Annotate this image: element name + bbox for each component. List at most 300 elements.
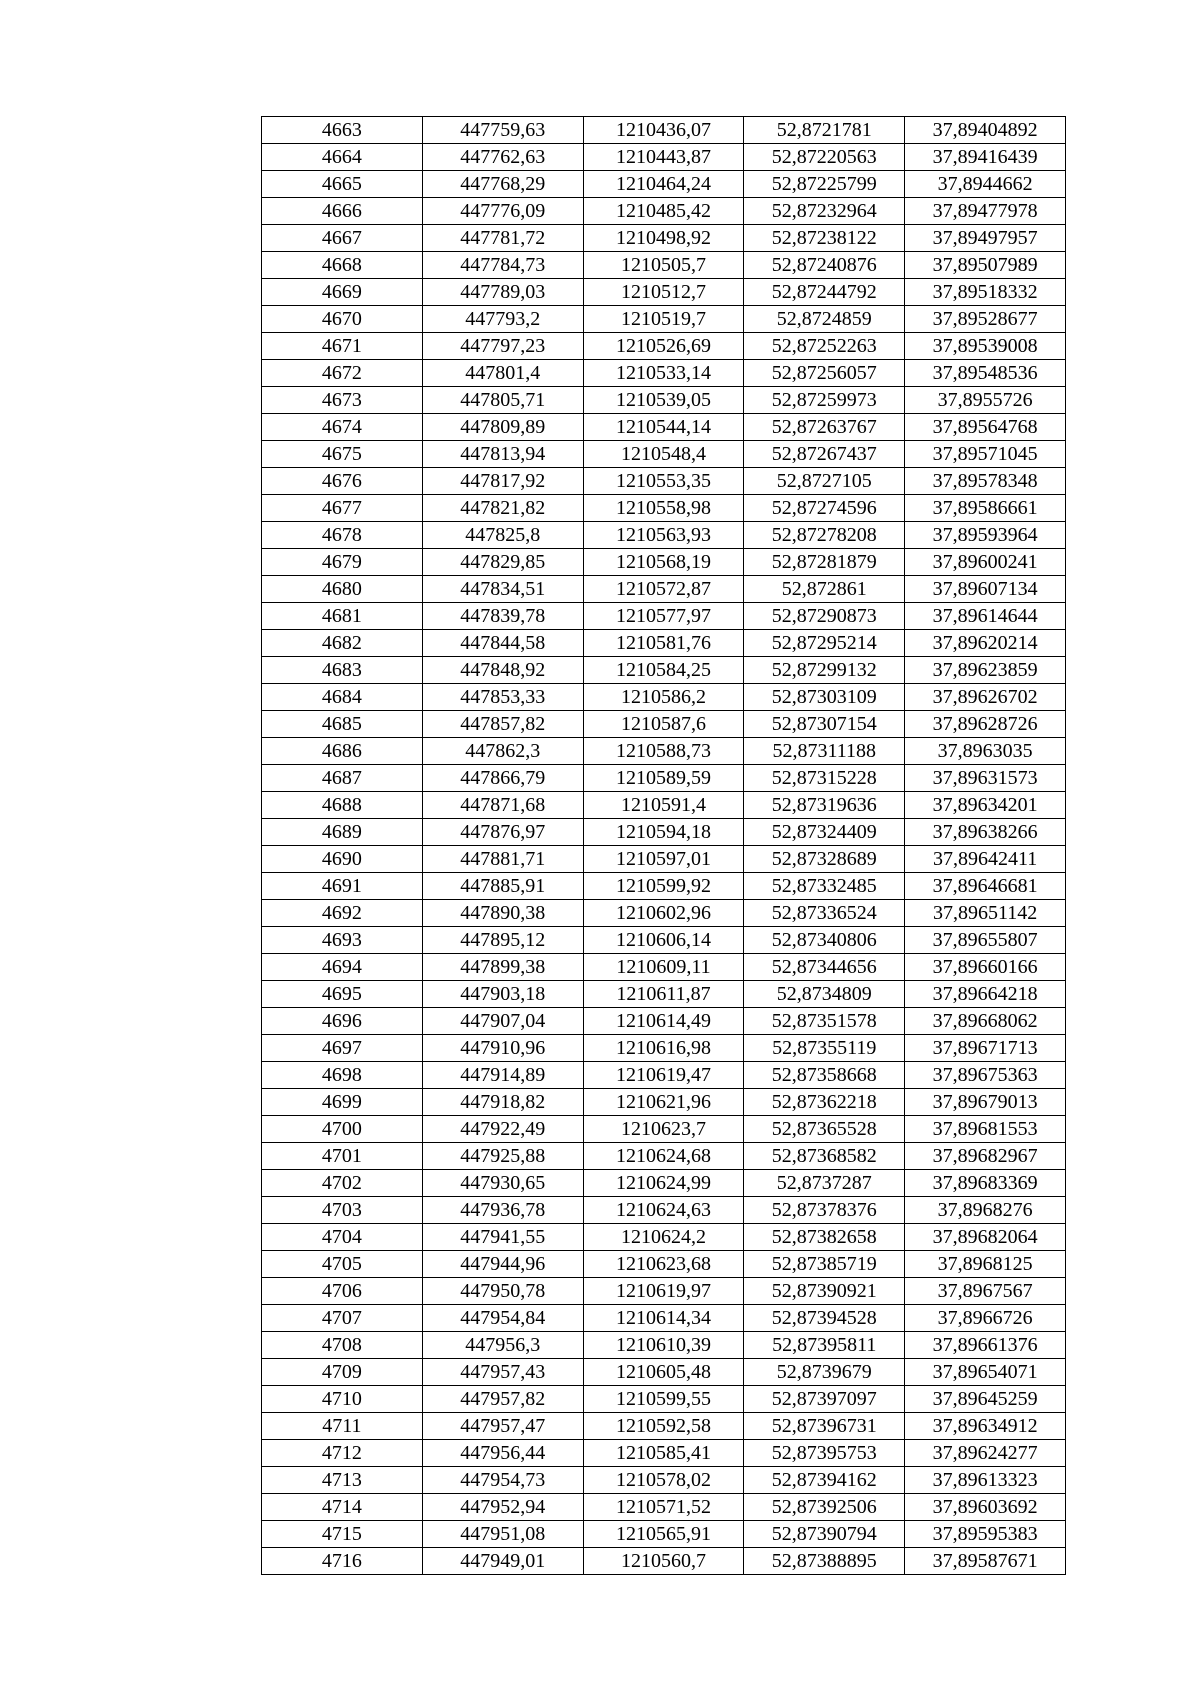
table-row [262,1197,1066,1224]
y-coordinate-cell: 1210623,7 [583,1116,744,1143]
latitude-cell: 52,87274596 [744,495,905,522]
longitude-cell: 37,89671713 [905,1035,1066,1062]
latitude-cell: 52,87307154 [744,711,905,738]
x-coordinate-cell: 447759,63 [422,117,583,144]
latitude-cell: 52,87278208 [744,522,905,549]
y-coordinate-cell: 1210571,52 [583,1494,744,1521]
point-number-cell: 4716 [262,1548,423,1575]
longitude-cell: 37,89404892 [905,117,1066,144]
point-number-cell: 4680 [262,576,423,603]
point-number-cell: 4682 [262,630,423,657]
table-row [262,603,1066,630]
y-coordinate-cell: 1210624,68 [583,1143,744,1170]
longitude-cell: 37,89548536 [905,360,1066,387]
y-coordinate-cell: 1210606,14 [583,927,744,954]
latitude-cell: 52,87252263 [744,333,905,360]
x-coordinate-cell: 447922,49 [422,1116,583,1143]
latitude-cell: 52,87311188 [744,738,905,765]
longitude-cell: 37,89634912 [905,1413,1066,1440]
y-coordinate-cell: 1210565,91 [583,1521,744,1548]
table-row [262,819,1066,846]
point-number-cell: 4667 [262,225,423,252]
longitude-cell: 37,89595383 [905,1521,1066,1548]
latitude-cell: 52,87281879 [744,549,905,576]
x-coordinate-cell: 447895,12 [422,927,583,954]
x-coordinate-cell: 447899,38 [422,954,583,981]
longitude-cell: 37,8963035 [905,738,1066,765]
x-coordinate-cell: 447941,55 [422,1224,583,1251]
table-row [262,1062,1066,1089]
longitude-cell: 37,89578348 [905,468,1066,495]
longitude-cell: 37,89600241 [905,549,1066,576]
y-coordinate-cell: 1210572,87 [583,576,744,603]
latitude-cell: 52,87362218 [744,1089,905,1116]
longitude-cell: 37,89614644 [905,603,1066,630]
table-row [262,549,1066,576]
latitude-cell: 52,872861 [744,576,905,603]
table-row [262,846,1066,873]
table-row [262,225,1066,252]
latitude-cell: 52,87365528 [744,1116,905,1143]
table-row [262,1548,1066,1575]
point-number-cell: 4670 [262,306,423,333]
table-row [262,738,1066,765]
latitude-cell: 52,87390921 [744,1278,905,1305]
x-coordinate-cell: 447853,33 [422,684,583,711]
table-row [262,1035,1066,1062]
longitude-cell: 37,89624277 [905,1440,1066,1467]
longitude-cell: 37,8966726 [905,1305,1066,1332]
longitude-cell: 37,89628726 [905,711,1066,738]
y-coordinate-cell: 1210610,39 [583,1332,744,1359]
point-number-cell: 4712 [262,1440,423,1467]
latitude-cell: 52,87290873 [744,603,905,630]
latitude-cell: 52,87394528 [744,1305,905,1332]
table-row [262,792,1066,819]
point-number-cell: 4703 [262,1197,423,1224]
latitude-cell: 52,87303109 [744,684,905,711]
longitude-cell: 37,89660166 [905,954,1066,981]
latitude-cell: 52,8721781 [744,117,905,144]
y-coordinate-cell: 1210585,41 [583,1440,744,1467]
x-coordinate-cell: 447866,79 [422,765,583,792]
longitude-cell: 37,89507989 [905,252,1066,279]
longitude-cell: 37,8968276 [905,1197,1066,1224]
table-row [262,333,1066,360]
point-number-cell: 4687 [262,765,423,792]
y-coordinate-cell: 1210548,4 [583,441,744,468]
table-row [262,576,1066,603]
y-coordinate-cell: 1210589,59 [583,765,744,792]
point-number-cell: 4664 [262,144,423,171]
x-coordinate-cell: 447813,94 [422,441,583,468]
latitude-cell: 52,87382658 [744,1224,905,1251]
latitude-cell: 52,8739679 [744,1359,905,1386]
x-coordinate-cell: 447950,78 [422,1278,583,1305]
latitude-cell: 52,87395811 [744,1332,905,1359]
point-number-cell: 4700 [262,1116,423,1143]
point-number-cell: 4676 [262,468,423,495]
x-coordinate-cell: 447951,08 [422,1521,583,1548]
table-row [262,1332,1066,1359]
y-coordinate-cell: 1210619,47 [583,1062,744,1089]
latitude-cell: 52,87263767 [744,414,905,441]
latitude-cell: 52,87388895 [744,1548,905,1575]
y-coordinate-cell: 1210599,55 [583,1386,744,1413]
table-row [262,1440,1066,1467]
longitude-cell: 37,89416439 [905,144,1066,171]
latitude-cell: 52,87256057 [744,360,905,387]
table-row [262,117,1066,144]
longitude-cell: 37,89477978 [905,198,1066,225]
y-coordinate-cell: 1210519,7 [583,306,744,333]
longitude-cell: 37,8967567 [905,1278,1066,1305]
longitude-cell: 37,89620214 [905,630,1066,657]
x-coordinate-cell: 447957,82 [422,1386,583,1413]
x-coordinate-cell: 447957,43 [422,1359,583,1386]
y-coordinate-cell: 1210609,11 [583,954,744,981]
y-coordinate-cell: 1210624,2 [583,1224,744,1251]
y-coordinate-cell: 1210614,49 [583,1008,744,1035]
longitude-cell: 37,89571045 [905,441,1066,468]
latitude-cell: 52,87385719 [744,1251,905,1278]
longitude-cell: 37,89564768 [905,414,1066,441]
point-number-cell: 4694 [262,954,423,981]
latitude-cell: 52,87328689 [744,846,905,873]
point-number-cell: 4678 [262,522,423,549]
table-row [262,144,1066,171]
y-coordinate-cell: 1210623,68 [583,1251,744,1278]
y-coordinate-cell: 1210587,6 [583,711,744,738]
table-row [262,387,1066,414]
point-number-cell: 4679 [262,549,423,576]
longitude-cell: 37,89613323 [905,1467,1066,1494]
x-coordinate-cell: 447903,18 [422,981,583,1008]
table-row [262,1251,1066,1278]
point-number-cell: 4672 [262,360,423,387]
table-row [262,441,1066,468]
x-coordinate-cell: 447918,82 [422,1089,583,1116]
longitude-cell: 37,89634201 [905,792,1066,819]
table-row [262,495,1066,522]
table-row [262,522,1066,549]
x-coordinate-cell: 447862,3 [422,738,583,765]
point-number-cell: 4714 [262,1494,423,1521]
y-coordinate-cell: 1210539,05 [583,387,744,414]
point-number-cell: 4707 [262,1305,423,1332]
x-coordinate-cell: 447907,04 [422,1008,583,1035]
x-coordinate-cell: 447885,91 [422,873,583,900]
point-number-cell: 4666 [262,198,423,225]
table-row [262,414,1066,441]
coordinates-table-body [262,117,1066,1575]
point-number-cell: 4690 [262,846,423,873]
x-coordinate-cell: 447829,85 [422,549,583,576]
y-coordinate-cell: 1210594,18 [583,819,744,846]
x-coordinate-cell: 447848,92 [422,657,583,684]
longitude-cell: 37,89655807 [905,927,1066,954]
longitude-cell: 37,89682064 [905,1224,1066,1251]
y-coordinate-cell: 1210586,2 [583,684,744,711]
y-coordinate-cell: 1210485,42 [583,198,744,225]
point-number-cell: 4701 [262,1143,423,1170]
table-row [262,279,1066,306]
x-coordinate-cell: 447789,03 [422,279,583,306]
x-coordinate-cell: 447801,4 [422,360,583,387]
table-row [262,1386,1066,1413]
y-coordinate-cell: 1210624,63 [583,1197,744,1224]
y-coordinate-cell: 1210599,92 [583,873,744,900]
x-coordinate-cell: 447952,94 [422,1494,583,1521]
table-row [262,900,1066,927]
point-number-cell: 4673 [262,387,423,414]
x-coordinate-cell: 447768,29 [422,171,583,198]
x-coordinate-cell: 447825,8 [422,522,583,549]
latitude-cell: 52,87351578 [744,1008,905,1035]
y-coordinate-cell: 1210611,87 [583,981,744,1008]
y-coordinate-cell: 1210621,96 [583,1089,744,1116]
y-coordinate-cell: 1210619,97 [583,1278,744,1305]
x-coordinate-cell: 447784,73 [422,252,583,279]
point-number-cell: 4663 [262,117,423,144]
latitude-cell: 52,87396731 [744,1413,905,1440]
y-coordinate-cell: 1210568,19 [583,549,744,576]
table-row [262,630,1066,657]
x-coordinate-cell: 447797,23 [422,333,583,360]
longitude-cell: 37,89497957 [905,225,1066,252]
latitude-cell: 52,87336524 [744,900,905,927]
latitude-cell: 52,8734809 [744,981,905,1008]
y-coordinate-cell: 1210443,87 [583,144,744,171]
x-coordinate-cell: 447936,78 [422,1197,583,1224]
table-row [262,306,1066,333]
y-coordinate-cell: 1210602,96 [583,900,744,927]
table-row [262,1413,1066,1440]
x-coordinate-cell: 447956,3 [422,1332,583,1359]
x-coordinate-cell: 447930,65 [422,1170,583,1197]
y-coordinate-cell: 1210512,7 [583,279,744,306]
y-coordinate-cell: 1210591,4 [583,792,744,819]
longitude-cell: 37,8955726 [905,387,1066,414]
longitude-cell: 37,89518332 [905,279,1066,306]
table-row [262,1278,1066,1305]
latitude-cell: 52,8737287 [744,1170,905,1197]
point-number-cell: 4668 [262,252,423,279]
x-coordinate-cell: 447821,82 [422,495,583,522]
latitude-cell: 52,87394162 [744,1467,905,1494]
latitude-cell: 52,87232964 [744,198,905,225]
y-coordinate-cell: 1210436,07 [583,117,744,144]
latitude-cell: 52,87240876 [744,252,905,279]
table-row [262,1143,1066,1170]
y-coordinate-cell: 1210578,02 [583,1467,744,1494]
point-number-cell: 4706 [262,1278,423,1305]
point-number-cell: 4713 [262,1467,423,1494]
point-number-cell: 4699 [262,1089,423,1116]
latitude-cell: 52,87324409 [744,819,905,846]
table-row [262,1521,1066,1548]
latitude-cell: 52,87344656 [744,954,905,981]
longitude-cell: 37,89651142 [905,900,1066,927]
longitude-cell: 37,89654071 [905,1359,1066,1386]
table-row [262,765,1066,792]
x-coordinate-cell: 447910,96 [422,1035,583,1062]
x-coordinate-cell: 447839,78 [422,603,583,630]
longitude-cell: 37,89645259 [905,1386,1066,1413]
table-row [262,198,1066,225]
latitude-cell: 52,8724859 [744,306,905,333]
latitude-cell: 52,87259973 [744,387,905,414]
latitude-cell: 52,87295214 [744,630,905,657]
point-number-cell: 4681 [262,603,423,630]
point-number-cell: 4671 [262,333,423,360]
point-number-cell: 4695 [262,981,423,1008]
point-number-cell: 4705 [262,1251,423,1278]
x-coordinate-cell: 447956,44 [422,1440,583,1467]
x-coordinate-cell: 447762,63 [422,144,583,171]
y-coordinate-cell: 1210588,73 [583,738,744,765]
table-row [262,1467,1066,1494]
point-number-cell: 4674 [262,414,423,441]
latitude-cell: 52,87332485 [744,873,905,900]
x-coordinate-cell: 447954,84 [422,1305,583,1332]
y-coordinate-cell: 1210563,93 [583,522,744,549]
longitude-cell: 37,89664218 [905,981,1066,1008]
latitude-cell: 52,87397097 [744,1386,905,1413]
point-number-cell: 4702 [262,1170,423,1197]
longitude-cell: 37,89626702 [905,684,1066,711]
y-coordinate-cell: 1210533,14 [583,360,744,387]
latitude-cell: 52,87390794 [744,1521,905,1548]
longitude-cell: 37,89661376 [905,1332,1066,1359]
longitude-cell: 37,8944662 [905,171,1066,198]
point-number-cell: 4685 [262,711,423,738]
x-coordinate-cell: 447871,68 [422,792,583,819]
table-row [262,981,1066,1008]
y-coordinate-cell: 1210464,24 [583,171,744,198]
longitude-cell: 37,89587671 [905,1548,1066,1575]
y-coordinate-cell: 1210581,76 [583,630,744,657]
x-coordinate-cell: 447890,38 [422,900,583,927]
x-coordinate-cell: 447793,2 [422,306,583,333]
table-row [262,1359,1066,1386]
x-coordinate-cell: 447954,73 [422,1467,583,1494]
latitude-cell: 52,87315228 [744,765,905,792]
longitude-cell: 37,89683369 [905,1170,1066,1197]
x-coordinate-cell: 447876,97 [422,819,583,846]
latitude-cell: 52,87395753 [744,1440,905,1467]
latitude-cell: 52,87378376 [744,1197,905,1224]
table-row [262,657,1066,684]
longitude-cell: 37,89646681 [905,873,1066,900]
table-row [262,1170,1066,1197]
table-row [262,873,1066,900]
table-row [262,1305,1066,1332]
longitude-cell: 37,89528677 [905,306,1066,333]
point-number-cell: 4696 [262,1008,423,1035]
x-coordinate-cell: 447817,92 [422,468,583,495]
longitude-cell: 37,89682967 [905,1143,1066,1170]
table-row [262,1494,1066,1521]
y-coordinate-cell: 1210592,58 [583,1413,744,1440]
latitude-cell: 52,87220563 [744,144,905,171]
table-row [262,1008,1066,1035]
x-coordinate-cell: 447834,51 [422,576,583,603]
point-number-cell: 4669 [262,279,423,306]
latitude-cell: 52,87340806 [744,927,905,954]
y-coordinate-cell: 1210614,34 [583,1305,744,1332]
latitude-cell: 52,87319636 [744,792,905,819]
y-coordinate-cell: 1210584,25 [583,657,744,684]
point-number-cell: 4684 [262,684,423,711]
table-row [262,360,1066,387]
x-coordinate-cell: 447805,71 [422,387,583,414]
x-coordinate-cell: 447857,82 [422,711,583,738]
y-coordinate-cell: 1210553,35 [583,468,744,495]
y-coordinate-cell: 1210505,7 [583,252,744,279]
x-coordinate-cell: 447949,01 [422,1548,583,1575]
point-number-cell: 4691 [262,873,423,900]
table-row [262,711,1066,738]
longitude-cell: 37,89539008 [905,333,1066,360]
latitude-cell: 52,8727105 [744,468,905,495]
longitude-cell: 37,89586661 [905,495,1066,522]
point-number-cell: 4693 [262,927,423,954]
x-coordinate-cell: 447776,09 [422,198,583,225]
latitude-cell: 52,87244792 [744,279,905,306]
x-coordinate-cell: 447914,89 [422,1062,583,1089]
table-row [262,171,1066,198]
point-number-cell: 4698 [262,1062,423,1089]
point-number-cell: 4704 [262,1224,423,1251]
table-row [262,954,1066,981]
x-coordinate-cell: 447925,88 [422,1143,583,1170]
y-coordinate-cell: 1210498,92 [583,225,744,252]
latitude-cell: 52,87368582 [744,1143,905,1170]
longitude-cell: 37,89603692 [905,1494,1066,1521]
table-row [262,684,1066,711]
x-coordinate-cell: 447881,71 [422,846,583,873]
y-coordinate-cell: 1210624,99 [583,1170,744,1197]
y-coordinate-cell: 1210544,14 [583,414,744,441]
latitude-cell: 52,87267437 [744,441,905,468]
table-row [262,1089,1066,1116]
table-row [262,252,1066,279]
point-number-cell: 4683 [262,657,423,684]
longitude-cell: 37,89607134 [905,576,1066,603]
point-number-cell: 4675 [262,441,423,468]
point-number-cell: 4689 [262,819,423,846]
longitude-cell: 37,89675363 [905,1062,1066,1089]
latitude-cell: 52,87358668 [744,1062,905,1089]
latitude-cell: 52,87355119 [744,1035,905,1062]
y-coordinate-cell: 1210558,98 [583,495,744,522]
point-number-cell: 4715 [262,1521,423,1548]
longitude-cell: 37,89638266 [905,819,1066,846]
point-number-cell: 4710 [262,1386,423,1413]
latitude-cell: 52,87238122 [744,225,905,252]
longitude-cell: 37,89679013 [905,1089,1066,1116]
x-coordinate-cell: 447957,47 [422,1413,583,1440]
latitude-cell: 52,87299132 [744,657,905,684]
y-coordinate-cell: 1210597,01 [583,846,744,873]
point-number-cell: 4711 [262,1413,423,1440]
longitude-cell: 37,89668062 [905,1008,1066,1035]
latitude-cell: 52,87225799 [744,171,905,198]
y-coordinate-cell: 1210560,7 [583,1548,744,1575]
point-number-cell: 4665 [262,171,423,198]
coordinates-table [261,116,1066,1575]
